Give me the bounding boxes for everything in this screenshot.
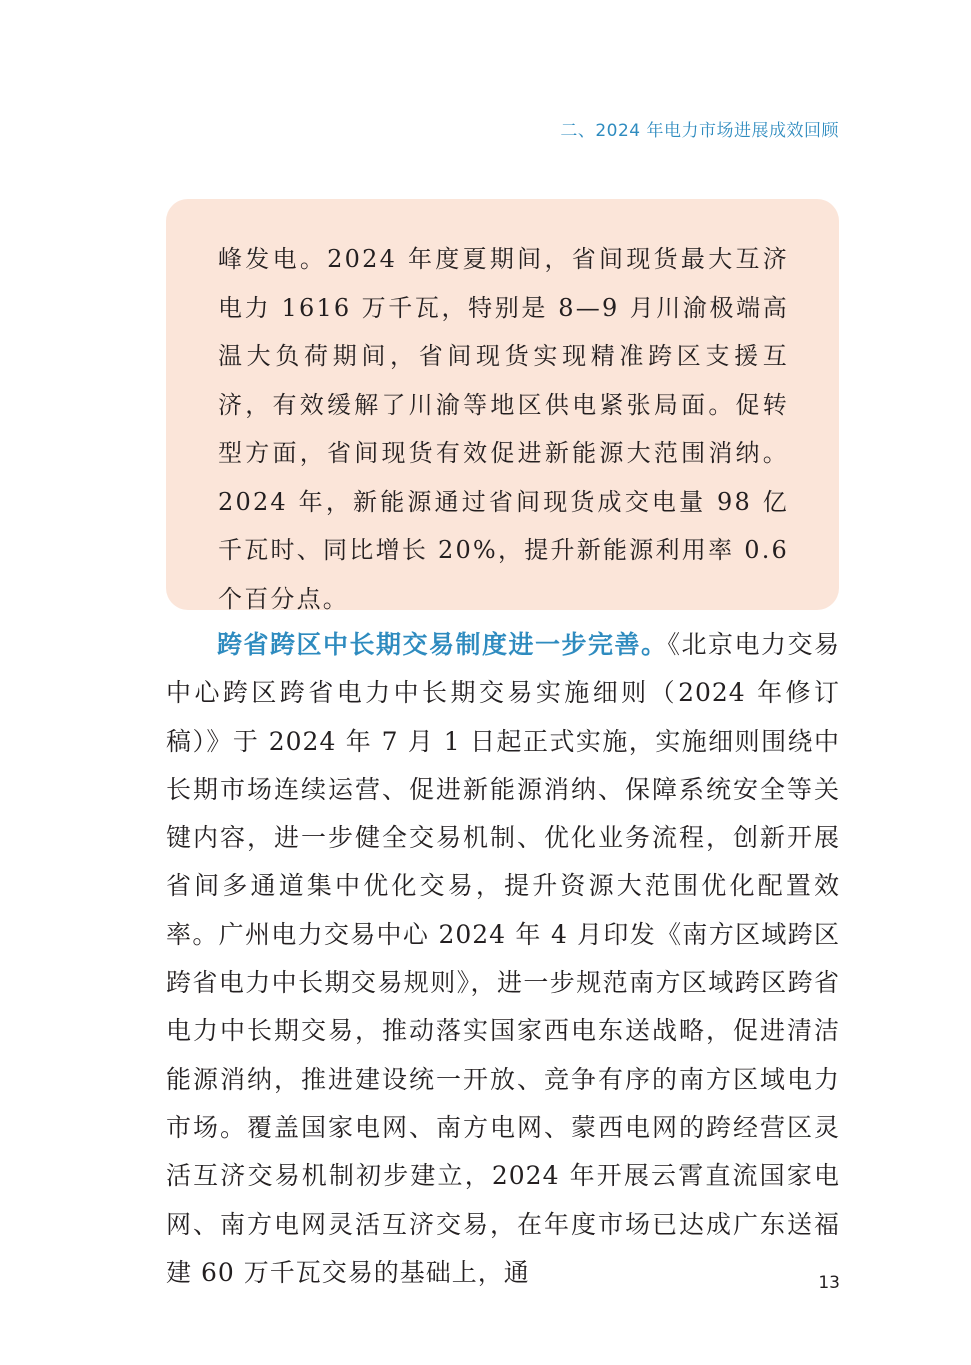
page-number: 13 xyxy=(818,1273,840,1293)
body-paragraph-text: 《北京电力交易中心跨区跨省电力中长期交易实施细则（2024 年修订稿）》于 2024 年 7 月 1 日起正式实施，实施细则围绕中长期市场连续运营、促进新能源消纳、保障系统安全等关键内容，进一步健全交易机制、优化业务流程，创新开展省间多通道集中优化交易，提升资源大范围优化配置效率。广州电力交易中心 2024 年 4 月印发《南方区域跨区跨省电力中长期交易规则》，进一步规范南方区域跨区跨省电力中长期交易，推动落实国家西电东送战略，促进清洁能源消纳，推进建设统一开放、竞争有序的南方区域电力市场。覆盖国家电网、南方电网、蒙西电网的跨经营区灵活互济交易机制初步建立，2024 年开展云霄直流国家电网、南方电网灵活互济交易，在年度市场已达成广东送福建 60 万千瓦交易的基础上，通 xyxy=(166,630,840,1287)
callout-box xyxy=(166,199,839,613)
body-paragraph xyxy=(166,621,840,1297)
callout-text: 峰发电。2024 年度夏期间，省间现货最大互济电力 1616 万千瓦，特别是 8—9 月川渝极端高温大负荷期间，省间现货实现精准跨区支援互济，有效缓解了川渝等地区供电紧张局面。促转型方面，省间现货有效促进新能源大范围消纳。2024 年，新能源通过省间现货成交电量 98 亿千瓦时、同比增长 20%，提升新能源利用率 0.6 个百分点。 xyxy=(218,245,789,613)
running-header: 二、2024 年电力市场进展成效回顾 xyxy=(560,121,839,141)
section-lead-heading: 跨省跨区中长期交易制度进一步完善。 xyxy=(217,630,668,659)
